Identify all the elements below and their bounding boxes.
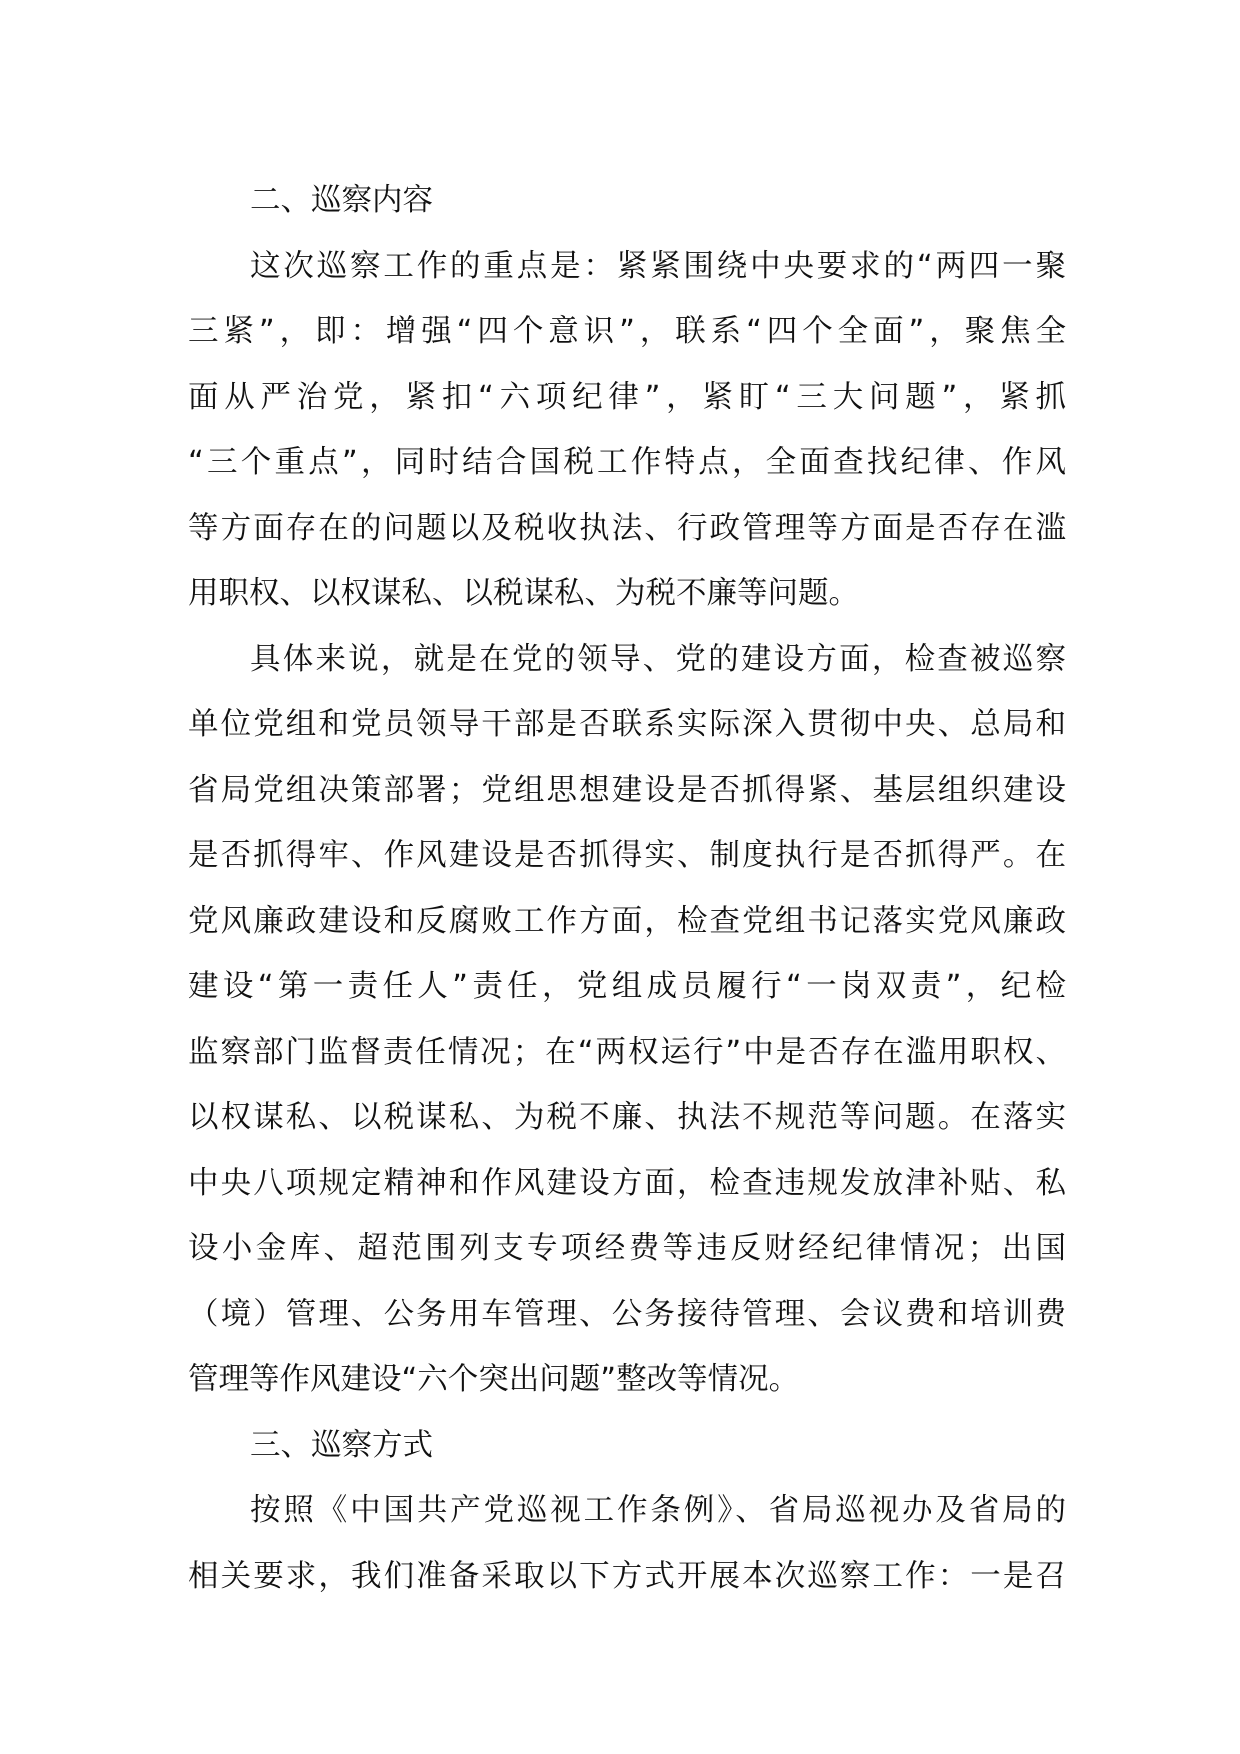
paragraph-line: 等方面存在的问题以及税收执法、行政管理等方面是否存在滥 [188,510,1066,546]
paragraph-line: 监察部门监督责任情况；在“两权运行”中是否存在滥用职权、 [188,1034,1066,1070]
paragraph-line: 设小金库、超范围列支专项经费等违反财经纪律情况；出国 [188,1231,1066,1266]
section-heading: 二、巡察内容 [250,183,433,218]
paragraph-line: 中央八项规定精神和作风建设方面，检查违规发放津补贴、私 [188,1165,1066,1201]
paragraph-line: 单位党组和党员领导干部是否联系实际深入贯彻中央、总局和 [188,707,1066,742]
paragraph-line: 省局党组决策部署；党组思想建设是否抓得紧、基层组织建设 [188,772,1066,808]
paragraph-line: “三个重点”，同时结合国税工作特点，全面查找纪律、作风 [188,445,1066,480]
paragraph-line: 建设“第一责任人”责任，党组成员履行“一岗双责”，纪检 [188,969,1066,1004]
paragraph-line: 以权谋私、以税谋私、为税不廉、执法不规范等问题。在落实 [188,1100,1066,1135]
paragraph-line: 面从严治党，紧扣“六项纪律”，紧盯“三大问题”，紧抓 [188,379,1066,415]
document-body [188,168,1066,1609]
paragraph-line: 三紧”，即：增强“四个意识”，联系“四个全面”，聚焦全 [188,314,1066,349]
paragraph-line: 按照《中国共产党巡视工作条例》、省局巡视办及省局的 [250,1493,1066,1528]
paragraph-line: 相关要求，我们准备采取以下方式开展本次巡察工作：一是召 [188,1558,1066,1594]
section-heading: 三、巡察方式 [250,1427,433,1463]
paragraph-line: 这次巡察工作的重点是：紧紧围绕中央要求的“两四一聚 [250,248,1066,284]
paragraph-line: 管理等作风建设“六个突出问题”整改等情况。 [188,1362,800,1397]
paragraph-line: （境）管理、公务用车管理、公务接待管理、会议费和培训费 [188,1296,1066,1332]
paragraph-line: 党风廉政建设和反腐败工作方面，检查党组书记落实党风廉政 [188,903,1066,939]
paragraph-line: 是否抓得牢、作风建设是否抓得实、制度执行是否抓得严。在 [188,838,1066,873]
paragraph-line: 具体来说，就是在党的领导、党的建设方面，检查被巡察 [250,641,1066,677]
paragraph-line: 用职权、以权谋私、以税谋私、为税不廉等问题。 [188,576,859,611]
